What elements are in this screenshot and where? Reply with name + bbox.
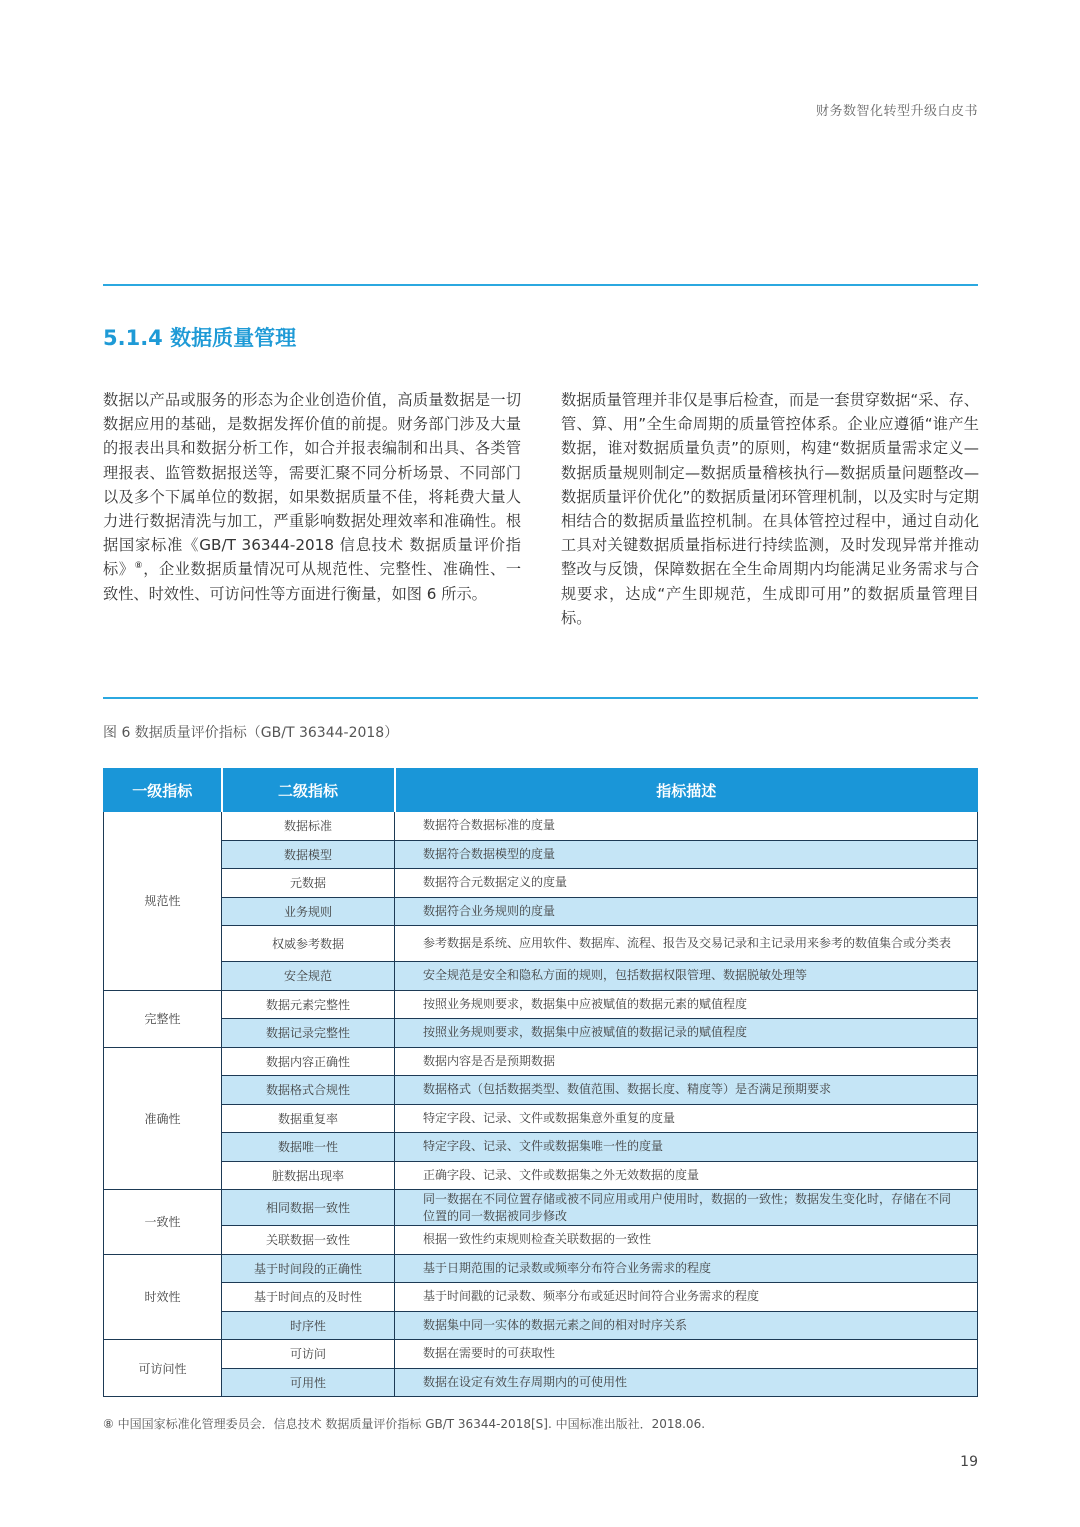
primary-metric-cell: 时效性 [104, 1254, 222, 1340]
secondary-metric-cell: 基于时间点的及时性 [222, 1283, 395, 1312]
running-header: 财务数智化转型升级白皮书 [815, 104, 978, 119]
table-row [104, 926, 978, 962]
secondary-metric-cell: 数据内容正确性 [222, 1047, 395, 1076]
metric-description-cell: 正确字段、记录、文件或数据集之外无效数据的度量 [395, 1161, 978, 1190]
secondary-metric-cell: 安全规范 [222, 962, 395, 991]
metric-description-cell: 参考数据是系统、应用软件、数据库、流程、报告及交易记录和主记录用来参考的数值集合或分类表 [395, 926, 978, 962]
footnote: ⑧ 中国国家标准化管理委员会．信息技术 数据质量评价指标 GB/T 36344-2018[S]. 中国标准出版社．2018.06. [103, 1417, 706, 1431]
metric-description-cell: 基于时间戳的记录数、频率分布或延迟时间符合业务需求的程度 [395, 1283, 978, 1312]
secondary-metric-cell: 可用性 [222, 1368, 395, 1397]
metric-description-cell: 特定字段、记录、文件或数据集唯一性的度量 [395, 1133, 978, 1162]
table-row [104, 1161, 978, 1190]
section-top-rule [103, 284, 978, 286]
table-row [104, 1226, 978, 1255]
table-row [104, 962, 978, 991]
table-row [104, 1133, 978, 1162]
secondary-metric-cell: 数据记录完整性 [222, 1019, 395, 1048]
metric-description-cell: 安全规范是安全和隐私方面的规则，包括数据权限管理、数据脱敏处理等 [395, 962, 978, 991]
secondary-metric-cell: 元数据 [222, 869, 395, 898]
secondary-metric-cell: 权威参考数据 [222, 926, 395, 962]
table-row [104, 1047, 978, 1076]
table-row [104, 1190, 978, 1226]
body-paragraph-right: 数据质量管理并非仅是事后检查，而是一套贯穿数据“采、存、管、算、用”全生命周期的质量管控体系。企业应遵循“谁产生数据，谁对数据质量负责”的原则，构建“数据质量需求定义—数据质量规则制定—数据质量稽核执行—数据质量问题整改—数据质量评价优化”的数据质量闭环管理机制，以及实时与定期相结合的数据质量监控机制。在具体管控过程中，通过自动化工具对关键数据质量指标进行持续监测，及时发现异常并推动整改与反馈，保障数据在全生命周期内均能满足业务需求与合规要求，达成“产生即规范，生成即可用”的数据质量管理目标。 [561, 391, 979, 627]
table-row [104, 1104, 978, 1133]
secondary-metric-cell: 时序性 [222, 1311, 395, 1340]
secondary-metric-cell: 业务规则 [222, 897, 395, 926]
table-row [104, 1019, 978, 1048]
table-row [104, 1254, 978, 1283]
primary-metric-cell: 规范性 [104, 812, 222, 991]
secondary-metric-cell: 关联数据一致性 [222, 1226, 395, 1255]
metric-description-cell: 按照业务规则要求，数据集中应被赋值的数据元素的赋值程度 [395, 990, 978, 1019]
metric-description-cell: 数据符合元数据定义的度量 [395, 869, 978, 898]
table-body [104, 812, 978, 1397]
table-row [104, 869, 978, 898]
column-header-secondary: 二级指标 [222, 769, 395, 812]
column-header-primary: 一级指标 [104, 769, 222, 812]
metric-description-cell: 基于日期范围的记录数或频率分布符合业务需求的程度 [395, 1254, 978, 1283]
metric-description-cell: 数据格式（包括数据类型、数值范围、数据长度、精度等）是否满足预期要求 [395, 1076, 978, 1105]
metric-description-cell: 数据在设定有效生存周期内的可使用性 [395, 1368, 978, 1397]
secondary-metric-cell: 数据元素完整性 [222, 990, 395, 1019]
primary-metric-cell: 一致性 [104, 1190, 222, 1255]
metric-description-cell: 数据内容是否是预期数据 [395, 1047, 978, 1076]
table-header-row [104, 769, 978, 812]
secondary-metric-cell: 相同数据一致性 [222, 1190, 395, 1226]
quality-metrics-table [103, 768, 978, 1397]
table-row [104, 1340, 978, 1369]
secondary-metric-cell: 脏数据出现率 [222, 1161, 395, 1190]
column-header-description: 指标描述 [395, 769, 978, 812]
metric-description-cell: 特定字段、记录、文件或数据集意外重复的度量 [395, 1104, 978, 1133]
primary-metric-cell: 可访问性 [104, 1340, 222, 1397]
metric-description-cell: 数据符合数据模型的度量 [395, 840, 978, 869]
secondary-metric-cell: 数据重复率 [222, 1104, 395, 1133]
metric-description-cell: 数据符合业务规则的度量 [395, 897, 978, 926]
figure-caption: 图 6 数据质量评价指标（GB/T 36344-2018） [103, 725, 399, 741]
secondary-metric-cell: 可访问 [222, 1340, 395, 1369]
body-text-part-b: ，企业数据质量情况可从规范性、完整性、准确性、一致性、时效性、可访问性等方面进行衡量，如图 6 所示。 [103, 560, 522, 603]
table-row [104, 1076, 978, 1105]
body-column-right [561, 388, 979, 630]
secondary-metric-cell: 数据模型 [222, 840, 395, 869]
table-row [104, 990, 978, 1019]
table-row [104, 1368, 978, 1397]
secondary-metric-cell: 数据格式合规性 [222, 1076, 395, 1105]
table-row [104, 812, 978, 841]
table-row [104, 897, 978, 926]
metric-description-cell: 根据一致性约束规则检查关联数据的一致性 [395, 1226, 978, 1255]
primary-metric-cell: 准确性 [104, 1047, 222, 1190]
metric-description-cell: 数据符合数据标准的度量 [395, 812, 978, 841]
secondary-metric-cell: 数据唯一性 [222, 1133, 395, 1162]
figure-top-rule [103, 697, 978, 699]
body-text-part-a: 数据以产品或服务的形态为企业创造价值，高质量数据是一切数据应用的基础，是数据发挥价值的前提。财务部门涉及大量的报表出具和数据分析工作，如合并报表编制和出具、各类管理报表、监管数据报送等，需要汇聚不同分析场景、不同部门以及多个下属单位的数据，如果数据质量不佳，将耗费大量人力进行数据清洗与加工，严重影响数据处理效率和准确性。根据国家标准《GB/T 36344-2018 信息技术 数据质量评价指标》 [103, 391, 521, 579]
secondary-metric-cell: 数据标准 [222, 812, 395, 841]
secondary-metric-cell: 基于时间段的正确性 [222, 1254, 395, 1283]
metric-description-cell: 按照业务规则要求，数据集中应被赋值的数据记录的赋值程度 [395, 1019, 978, 1048]
body-paragraph-left [103, 388, 521, 606]
body-column-left [103, 388, 521, 606]
metric-description-cell: 数据在需要时的可获取性 [395, 1340, 978, 1369]
page-number: 19 [960, 1454, 978, 1470]
section-heading: 5.1.4 数据质量管理 [103, 326, 297, 350]
metric-description-cell: 同一数据在不同位置存储或被不同应用或用户使用时，数据的一致性；数据发生变化时，存储在不同位置的同一数据被同步修改 [395, 1190, 978, 1226]
metric-description-cell: 数据集中同一实体的数据元素之间的相对时序关系 [395, 1311, 978, 1340]
table-row [104, 1311, 978, 1340]
table-row [104, 840, 978, 869]
footnote-reference[interactable]: ⑧ [134, 561, 144, 572]
table-row [104, 1283, 978, 1312]
primary-metric-cell: 完整性 [104, 990, 222, 1047]
